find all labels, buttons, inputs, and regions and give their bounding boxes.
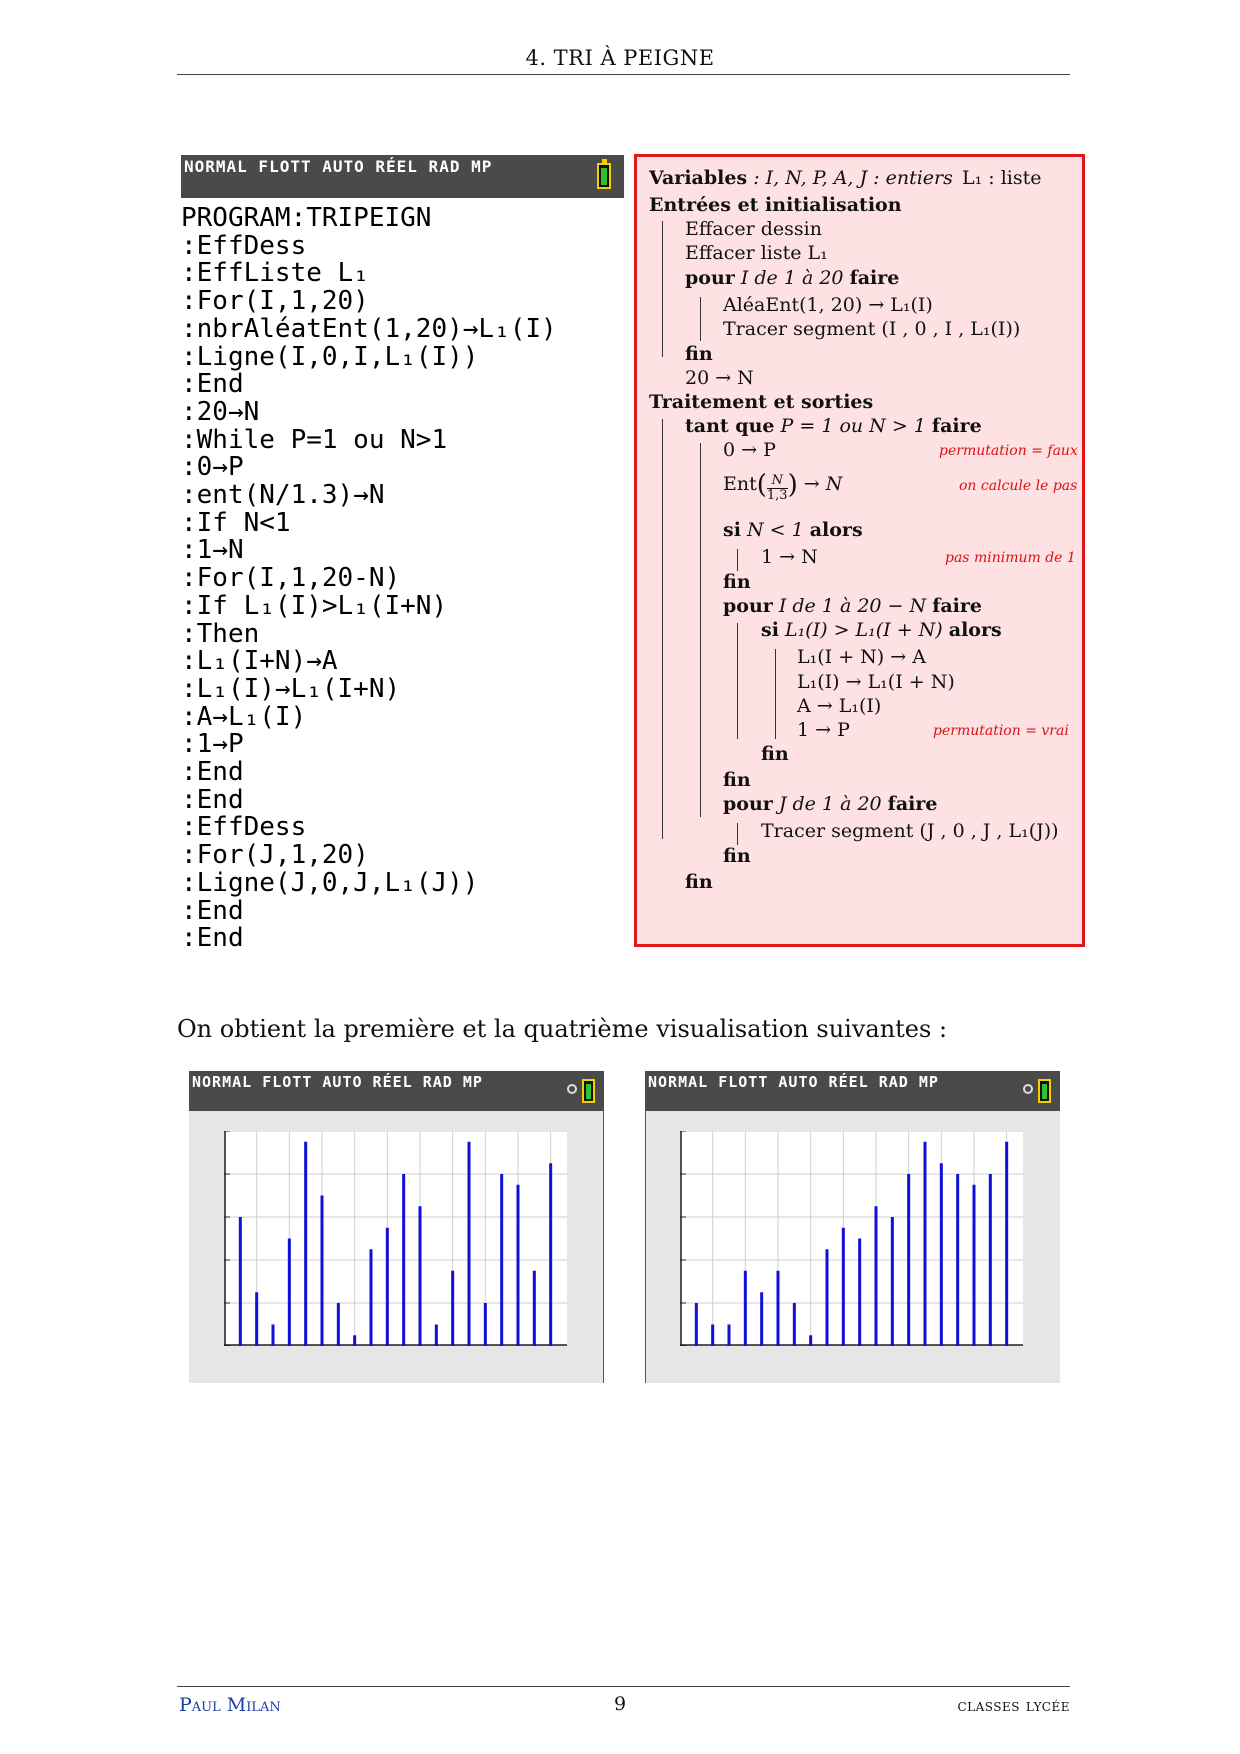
algo-line: si N < 1 alors — [723, 519, 863, 541]
algo-line: fin — [723, 769, 751, 791]
screen-edge — [645, 1111, 646, 1383]
bar-plot — [224, 1131, 567, 1346]
code-line: :While P=1 ou N>1 — [181, 424, 448, 455]
algo-line: tant que P = 1 ou N > 1 faire — [685, 415, 982, 437]
section-init: Entrées et initialisation — [649, 194, 902, 216]
battery-icon — [1038, 1079, 1051, 1103]
code-line: :0→P — [181, 452, 244, 483]
algo-line: pour J de 1 à 20 faire — [723, 793, 938, 815]
calculator-graph-screen-1 — [189, 1071, 604, 1383]
variables-list: L₁ : liste — [962, 167, 1042, 189]
comment-note: permutation = faux — [939, 443, 1078, 459]
algo-line: 20 → N — [685, 367, 754, 389]
busy-indicator-icon — [1023, 1084, 1033, 1094]
calculator-program-screen — [181, 155, 624, 955]
algo-line: Tracer segment (J , 0 , J , L₁(J)) — [761, 820, 1059, 842]
block-line — [737, 823, 738, 845]
bar-chart-svg — [680, 1131, 1023, 1346]
comment-note: pas minimum de 1 — [945, 550, 1076, 566]
code-line: :EffDess — [181, 812, 307, 843]
bar-chart-svg — [224, 1131, 567, 1346]
footer-author: Paul Milan — [179, 1694, 281, 1716]
code-line: :L₁(I+N)→A — [181, 646, 338, 677]
busy-indicator-icon — [567, 1084, 577, 1094]
code-line: :End — [181, 895, 244, 926]
algo-line: Effacer dessin — [685, 218, 822, 240]
algo-line: L₁(I) → L₁(I + N) — [797, 671, 955, 693]
body-paragraph: On obtient la première et la quatrième visualisation suivantes : — [177, 1015, 948, 1043]
code-line: :End — [181, 757, 244, 788]
algo-line: 0 → P — [723, 439, 776, 461]
code-line: :nbrAléatEnt(1,20)→L₁(I) — [181, 313, 557, 344]
section-traitement: Traitement et sorties — [649, 391, 874, 413]
algo-line: fin — [723, 845, 751, 867]
calculator-status-bar: NORMAL FLOTT AUTO RÉEL RAD MP — [181, 155, 624, 198]
comment-note: on calcule le pas — [959, 478, 1078, 494]
block-line — [700, 443, 701, 817]
battery-icon — [582, 1079, 595, 1103]
block-line — [737, 623, 738, 739]
code-line: PROGRAM:TRIPEIGN — [181, 203, 432, 233]
algo-line: fin — [761, 743, 789, 765]
code-line: :For(I,1,20) — [181, 286, 369, 317]
code-line: :L₁(I)→L₁(I+N) — [181, 673, 401, 704]
algo-line: pour I de 1 à 20 − N faire — [723, 595, 982, 617]
bar-plot — [680, 1131, 1023, 1346]
algorithm-box — [634, 154, 1085, 947]
code-line: :20→N — [181, 396, 260, 427]
algo-line: Effacer liste L₁ — [685, 242, 828, 264]
algo-line: 1 → P — [797, 719, 850, 741]
code-line: :EffDess — [181, 230, 307, 261]
running-header: 4. TRI À PEIGNE — [525, 46, 715, 70]
footer-right: classes lycée — [957, 1696, 1070, 1716]
block-line — [662, 221, 663, 357]
battery-icon — [597, 163, 611, 189]
code-line: :EffListe L₁ — [181, 258, 369, 289]
calculator-status-bar: NORMAL FLOTT AUTO RÉEL RAD MP — [189, 1071, 604, 1111]
code-line: :A→L₁(I) — [181, 701, 307, 732]
algo-line: L₁(I + N) → A — [797, 646, 926, 668]
page-number: 9 — [613, 1693, 627, 1715]
algo-line: si L₁(I) > L₁(I + N) alors — [761, 619, 1002, 641]
code-line: :Ligne(J,0,J,L₁(J)) — [181, 867, 479, 898]
code-line: :If L₁(I)>L₁(I+N) — [181, 590, 448, 621]
algo-line: 1 → N — [761, 546, 818, 568]
algo-line: AléaEnt(1, 20) → L₁(I) — [723, 294, 933, 316]
block-line — [700, 297, 701, 341]
footer-rule — [177, 1686, 1070, 1687]
program-code — [181, 205, 557, 953]
algo-line: A → L₁(I) — [797, 695, 882, 717]
comment-note: permutation = vrai — [933, 723, 1069, 739]
algo-line: fin — [723, 571, 751, 593]
calculator-status-bar: NORMAL FLOTT AUTO RÉEL RAD MP — [645, 1071, 1060, 1111]
algo-line: Tracer segment (I , 0 , I , L₁(I)) — [723, 318, 1021, 340]
code-line: :Then — [181, 618, 260, 649]
code-line: :If N<1 — [181, 507, 291, 538]
code-line: :For(J,1,20) — [181, 840, 369, 871]
code-line: :For(I,1,20-N) — [181, 563, 401, 594]
code-line: :ent(N/1.3)→N — [181, 480, 385, 511]
header-rule — [177, 74, 1070, 75]
code-line: :1→N — [181, 535, 244, 566]
code-line: :End — [181, 784, 244, 815]
code-line: :End — [181, 369, 244, 400]
algo-line: pour I de 1 à 20 faire — [685, 267, 900, 289]
algo-line: fin — [685, 871, 713, 893]
code-line: :Ligne(I,0,I,L₁(I)) — [181, 341, 479, 372]
screen-edge — [603, 1111, 604, 1383]
calculator-graph-screen-2 — [645, 1071, 1060, 1383]
block-line — [737, 549, 738, 571]
code-line: :1→P — [181, 729, 244, 760]
algo-line: Ent( $\frac{N}{1,3}$ ) → N — [723, 470, 843, 503]
block-line — [775, 649, 776, 739]
algo-line: fin — [685, 343, 713, 365]
variables-line: Variables : I, N, P, A, J : entiers — [649, 167, 953, 189]
block-line — [662, 419, 663, 839]
code-line: :End — [181, 923, 244, 954]
